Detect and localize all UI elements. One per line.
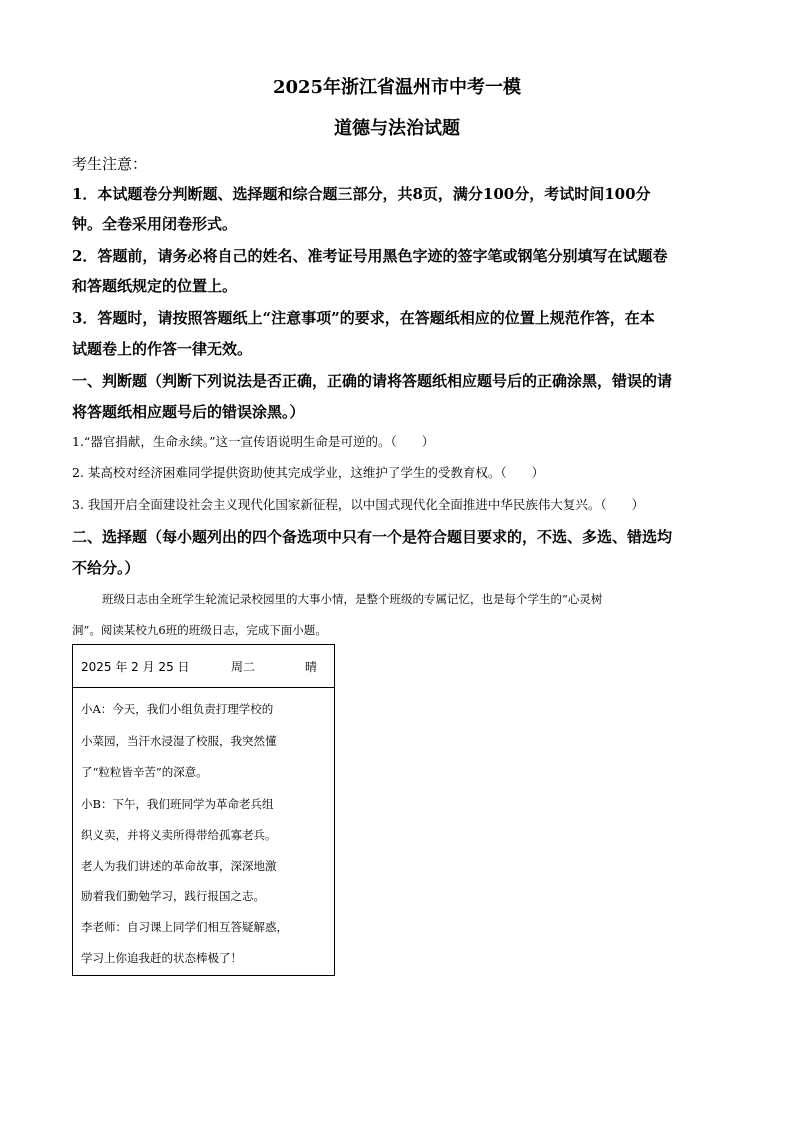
notice-line: 钟。全卷采用闭卷形式。 xyxy=(72,215,238,233)
notice-line: 试题卷上的作答一律无效。 xyxy=(72,340,253,358)
diary-line: 李老师：自习课上同学们相互答疑解惑， xyxy=(81,920,288,934)
notice-line: 和答题纸规定的位置上。 xyxy=(72,277,238,295)
section2-heading: 二、选择题（每小题列出的四个备选项中只有一个是符合题目要求的，不选、多选、错选均 xyxy=(72,528,673,546)
diary-line: 小菜园，当汗水浸湿了校服，我突然懂 xyxy=(81,734,277,748)
section2-heading: 不给分。） xyxy=(72,559,140,577)
diary-line: 了“粒粒皆辛苦”的深意。 xyxy=(81,765,208,779)
class-diary-box xyxy=(72,644,335,976)
diary-weekday: 周二 xyxy=(231,660,256,674)
diary-line: 老人为我们讲述的革命故事，深深地激 xyxy=(81,859,277,873)
question-item: 3. 我国开启全面建设社会主义现代化国家新征程，以中国式现代化全面推进中华民族伟大复兴。（ ） xyxy=(72,497,645,512)
section1-heading: 将答题纸相应题号后的错误涂黑。） xyxy=(72,403,305,421)
diary-line: 织义卖，并将义卖所得带给孤寡老兵。 xyxy=(81,828,277,842)
diary-line: 励着我们勤勉学习，践行报国之志。 xyxy=(81,889,265,903)
page-subtitle: 道德与法治试题 xyxy=(334,118,460,139)
diary-header xyxy=(73,645,334,688)
diary-date: 2025 年 2 月 25 日 xyxy=(81,660,190,674)
diary-line: 小B：下午，我们班同学为革命老兵组 xyxy=(81,797,274,811)
section1-heading: 一、判断题（判断下列说法是否正确，正确的请将答题纸相应题号后的正确涂黑，错误的请 xyxy=(72,372,673,390)
question-item: 1.“器官捐献，生命永续。”这一宣传语说明生命是可逆的。（ ） xyxy=(72,434,435,449)
diary-weather: 晴 xyxy=(305,660,318,674)
diary-line: 小A：今天，我们小组负责打理学校的 xyxy=(81,702,274,716)
notice-heading: 考生注意： xyxy=(72,155,148,173)
question-item: 2. 某高校对经济困难同学提供资助使其完成学业，这维护了学生的受教育权。（ ） xyxy=(72,465,545,480)
notice-line: 1．本试题卷分判断题、选择题和综合题三部分，共8页，满分100分，考试时间100分 xyxy=(72,185,651,203)
diary-line: 学习上你追我赶的状态棒极了！ xyxy=(81,951,242,965)
notice-line: 3．答题时，请按照答题纸上“注意事项”的要求，在答题纸相应的位置上规范作答，在本 xyxy=(72,309,655,327)
page-title: 2025年浙江省温州市中考一模 xyxy=(272,77,522,98)
notice-line: 2．答题前，请务必将自己的姓名、准考证号用黑色字迹的签字笔或钢笔分别填写在试题卷 xyxy=(72,247,668,265)
section2-intro: 班级日志由全班学生轮流记录校园里的大事小情，是整个班级的专属记忆，也是每个学生的“心灵树 xyxy=(102,592,603,606)
section2-intro: 洞”。阅读某校九6班的班级日志，完成下面小题。 xyxy=(72,623,327,637)
